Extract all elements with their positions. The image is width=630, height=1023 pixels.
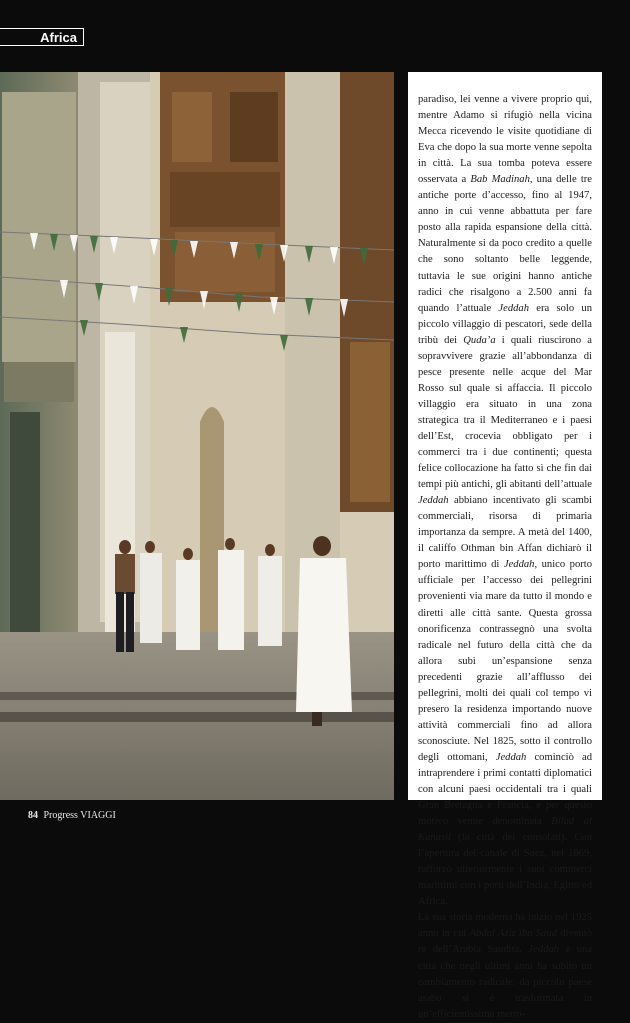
italic-run: Jeddah xyxy=(503,559,535,571)
italic-run: Bilad al Kanasil xyxy=(418,816,592,844)
italic-run: Bab Madinah xyxy=(470,174,530,186)
text-run: cominciò ad intraprendere i primi contatti diplomatici con alcuni paesi occidentali tra i quali Gran Bretagna e Francia, e per questo motivo venne denominata xyxy=(418,751,593,828)
text-run: è una città che negli ultimi anni ha subito un cambiamento radicale: da piccolo paese arabo si è trasformata in un’efficientissima metro- xyxy=(418,944,593,1020)
text-run: paradiso, lei venne a vivere proprio qui, mentre Adamo si rifugiò nella vicina Mecca ricevendo le visite quotidiane di Eva che dopo la sua morte venne sepolta in città. La sua tomba poteva essere osservata a xyxy=(418,94,592,186)
italic-run: Jeddah xyxy=(495,751,527,763)
street-photo-illustration xyxy=(0,72,394,800)
italic-run: Jeddah xyxy=(498,302,530,314)
text-run: era solo un piccolo villaggio di pescatori, sede della tribù dei xyxy=(418,302,592,346)
section-label: Africa xyxy=(40,29,77,45)
italic-run: Jeddah xyxy=(528,944,559,956)
text-run: , unico porto ufficiale per l’accesso dei pellegrini provenienti via mare da tutto il mondo e diretti alle città sante. Questa grossa onorificenza contrassegnò una svolta radicale nel futuro della città che da allora subì un’espansione senza precedenti grazie all’afflusso dei pellegrini, molti dei quali col tempo vi presero la residenza importando nuove attività commerciali fino ad allora sconosciute. Nel 1825, sotto il controllo degli ottomani, xyxy=(418,559,593,763)
article-text-column xyxy=(408,72,602,1020)
text-run: i quali riuscirono a sopravvivere grazie all’abbondanza di pesce presente nelle acque del Mar Rosso sul quale si affaccia. Il piccolo villaggio era situato in una zona strategica tra il Mediterraneo e i paesi dell’Est, crocevia obbligato per i commerci tra i due continenti; questa felice collocazione ha fatto sì che fin dai tempi più antichi, gli abitanti dell’attuale xyxy=(418,334,592,491)
article-paragraph-2 xyxy=(418,910,592,1022)
text-run: diventò re dell’Arabia Saudita. xyxy=(418,928,592,956)
page-number: 84 xyxy=(28,810,38,821)
italic-run: Jeddah xyxy=(418,495,449,507)
text-run: abbiano incentivato gli scambi commerciali, risorsa di primaria importanza da sempre. A metà del 1400, il califfo Othman bin Affan dichiarò il porto marittimo di xyxy=(418,495,592,571)
article-paragraph-1 xyxy=(418,92,592,910)
text-run: La sua storia moderna ha inizio nel 1925 anno in cui xyxy=(418,912,592,940)
italic-run: Quda’a xyxy=(463,334,496,346)
italic-run: Abdul Aziz ibn Saud xyxy=(469,928,557,940)
text-run: , una delle tre antiche porte d’accesso, fino al 1947, anno in cui venne abbattuta per fare posto alla rapida espansione della città. Naturalmente si da poco credito a quelle che sono soltanto belle leggende, tuttavia le sue origini hanno antiche radici che risalgono a 2.500 anni fa quando l’attuale xyxy=(418,174,593,314)
page-footer xyxy=(28,810,116,821)
section-tag xyxy=(0,28,84,46)
street-photo xyxy=(0,72,394,800)
text-run: (la città dei consolati). Con l’apertura del canale di Suez, nel 1869, rafforzò ulteriormente i suoi commerci marittimi con i porti dell’India, Egitto ed Africa. xyxy=(418,832,592,908)
magazine-name: Progress VIAGGI xyxy=(43,810,116,821)
